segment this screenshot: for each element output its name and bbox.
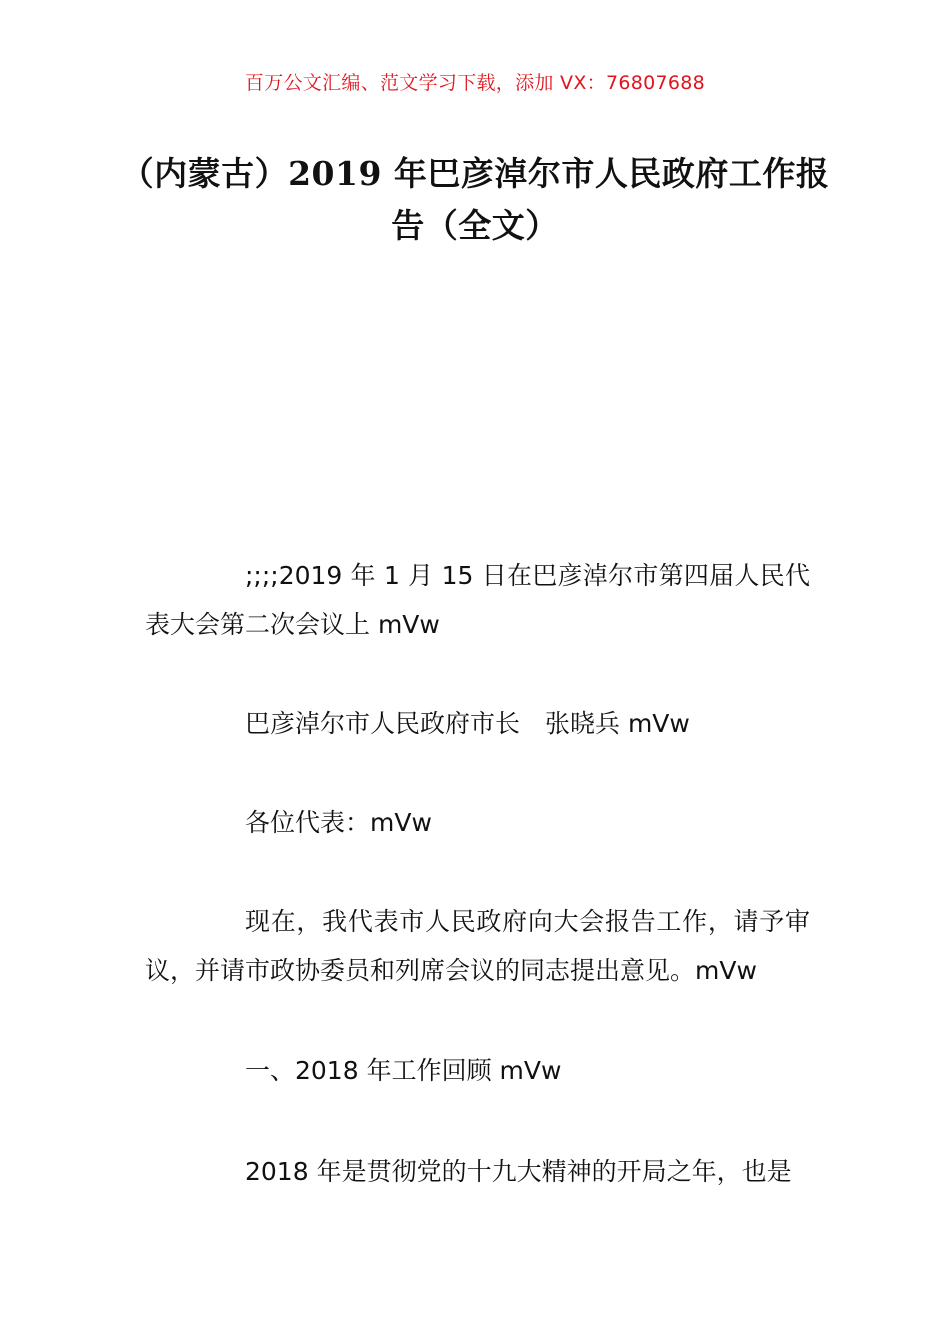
paragraph-text: 现在，我代表市人民政府向大会报告工作，请予审议，并请市政协委员和列席会议的同志提出意见。mVw [145,907,810,985]
paragraph-review-start [145,1147,810,1196]
paragraph-text: ;;;;2019 年 1 月 15 日在巴彦淖尔市第四届人民代表大会第二次会议上 mVw [145,561,810,639]
header-watermark-note: 百万公文汇编、范文学习下载，添加 VX：76807688 [244,72,706,94]
paragraph-text: 一、2018 年工作回顾 mVw [245,1056,562,1085]
paragraph-text: 各位代表：mVw [245,808,432,837]
paragraph-intro [145,897,810,995]
paragraph-text: 巴彦淖尔市人民政府市长 张晓兵 mVw [245,709,690,738]
paragraph-salutation [145,798,810,847]
paragraph-meeting-info [145,551,810,649]
document-title: （内蒙古）2019 年巴彦淖尔市人民政府工作报告（全文） [120,154,830,245]
paragraph-text: 2018 年是贯彻党的十九大精神的开局之年，也是 [245,1157,792,1186]
paragraph-speaker [145,699,810,748]
section-heading-review [145,1046,810,1095]
